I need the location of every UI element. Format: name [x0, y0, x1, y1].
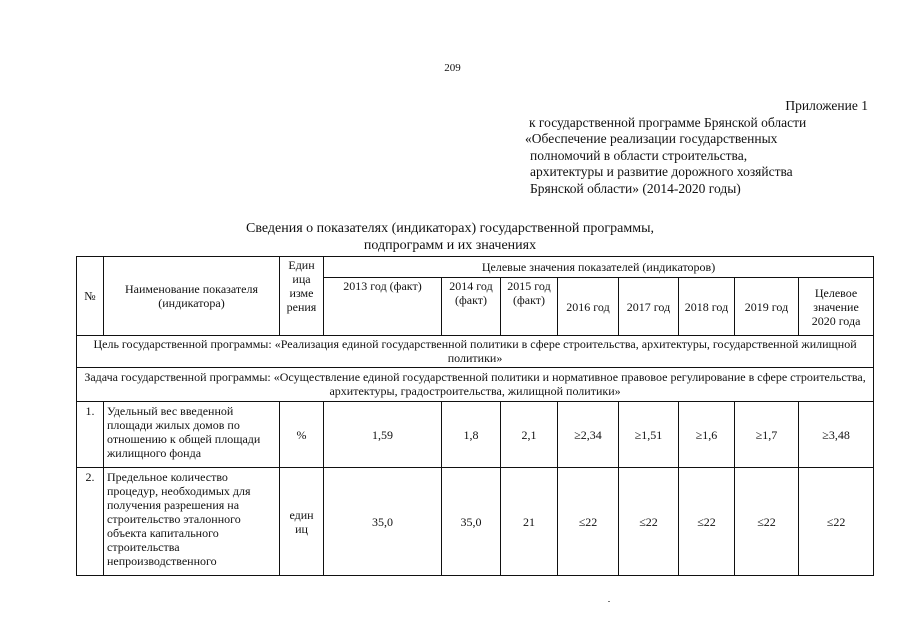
value-2013: 1,59 — [324, 402, 442, 468]
row-number: 2. — [77, 468, 104, 576]
value-2015: 2,1 — [501, 402, 558, 468]
value-2020: ≥3,48 — [799, 402, 874, 468]
value-2015: 21 — [501, 468, 558, 576]
value-2019: ≤22 — [735, 468, 799, 576]
page-number: 209 — [444, 62, 461, 74]
appendix-line-1: к государственной программе Брянской области — [529, 114, 807, 130]
document-title-line-2: подпрограмм и их значениях — [363, 238, 537, 253]
value-2016: ≥2,34 — [558, 402, 619, 468]
row-number: 1. — [77, 402, 104, 468]
appendix-line-2: «Обеспечение реализации государственных — [525, 131, 778, 146]
value-2018: ≤22 — [679, 468, 735, 576]
header-year-2013: 2013 год (факт) — [324, 278, 442, 336]
header-target-2020: Целевое значение 2020 года — [799, 278, 874, 336]
value-2014: 1,8 — [442, 402, 501, 468]
header-year-2016: 2016 год — [558, 278, 619, 336]
table-row — [77, 468, 874, 576]
scan-speck — [608, 601, 610, 602]
indicator-name: Предельное количество процедур, необходимых для получения разрешения на строительство эталонного объекта капитального строительства непроизводственного — [104, 468, 280, 576]
value-2013: 35,0 — [324, 468, 442, 576]
header-num: № — [77, 257, 104, 336]
header-year-2019: 2019 год — [735, 278, 799, 336]
indicator-unit: % — [280, 402, 324, 468]
header-year-2014: 2014 год (факт) — [442, 278, 501, 336]
indicator-unit: един иц — [280, 468, 324, 576]
value-2016: ≤22 — [558, 468, 619, 576]
appendix-header — [527, 98, 872, 197]
task-row — [77, 368, 874, 402]
indicator-name: Удельный вес введенной площади жилых домов по отношению к общей площади жилищного фонда — [104, 402, 280, 468]
goal-row — [77, 336, 874, 368]
table-header-row-1 — [77, 257, 874, 278]
appendix-line-5: Брянской области» (2014-2020 годы) — [530, 180, 741, 196]
value-2018: ≥1,6 — [679, 402, 735, 468]
header-target-values: Целевые значения показателей (индикаторов) — [324, 257, 874, 278]
program-task: Задача государственной программы: «Осуществление единой государственной политики и нормативное правовое регулирование в сфере строительства, архитектуры, градостроительства, жилищной политики» — [77, 368, 874, 402]
value-2017: ≥1,51 — [619, 402, 679, 468]
header-year-2017: 2017 год — [619, 278, 679, 336]
header-indicator-name: Наименование показателя (индикатора) — [104, 257, 280, 336]
appendix-line-4: архитектуры и развитие дорожного хозяйства — [530, 164, 793, 179]
header-unit: Един ица изме рения — [280, 257, 324, 336]
value-2020: ≤22 — [799, 468, 874, 576]
table-row — [77, 402, 874, 468]
value-2019: ≥1,7 — [735, 402, 799, 468]
header-year-2018: 2018 год — [679, 278, 735, 336]
program-goal: Цель государственной программы: «Реализация единой государственной политики в сфере строительства, архитектуры, государственной жилищной политики» — [77, 336, 874, 368]
header-year-2015: 2015 год (факт) — [501, 278, 558, 336]
document-title — [180, 220, 720, 254]
indicators-table — [76, 256, 874, 576]
document-title-line-1: Сведения о показателях (индикаторах) государственной программы, — [246, 221, 654, 236]
value-2017: ≤22 — [619, 468, 679, 576]
appendix-title: Приложение 1 — [785, 98, 868, 113]
appendix-line-3: полномочий в области строительства, — [530, 147, 748, 163]
value-2014: 35,0 — [442, 468, 501, 576]
